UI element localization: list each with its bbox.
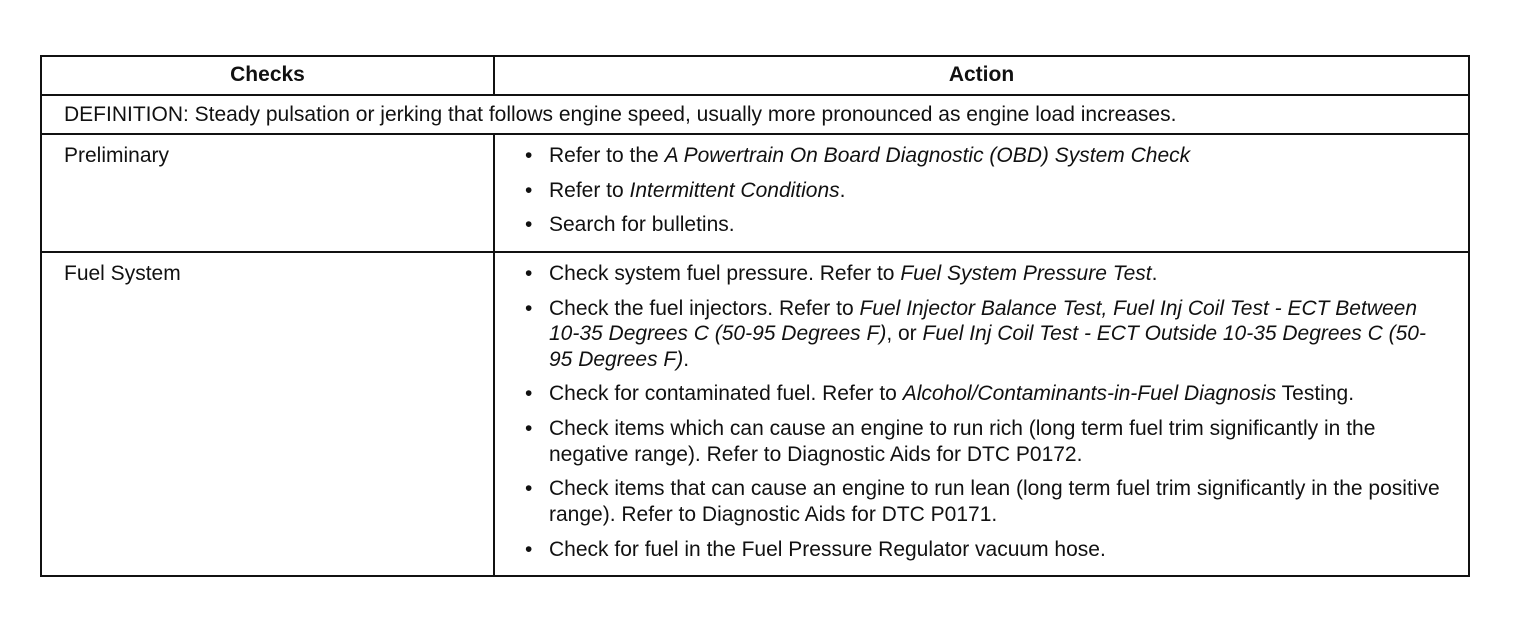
bullet-icon: • [525,296,533,320]
reference-link-text: Intermittent Conditions [629,178,840,202]
action-cell [494,252,1469,576]
definition-row [41,95,1469,135]
action-text: Check for fuel in the Fuel Pressure Regulator vacuum hose. [549,537,1106,561]
reference-link-text: Alcohol/Contaminants-in-Fuel Diagnosis [902,382,1277,406]
bullet-icon: • [525,144,533,168]
action-text: Check system fuel pressure. Refer to [549,262,901,286]
diagnostic-table [40,55,1470,577]
action-text: Check items that can cause an engine to run lean (long term fuel trim significantly in the positive range). Refer to Diagnostic Aids for DTC P0171. [549,477,1440,526]
diagnostic-document [40,55,1468,577]
checks-header: Checks [41,56,494,95]
action-item [525,296,1448,373]
reference-link-text: A Powertrain On Board Diagnostic (OBD) System Check [664,144,1191,168]
action-text: Check the fuel injectors. Refer to [549,296,860,320]
action-text: Testing. [1276,382,1355,406]
bullet-icon: • [525,537,533,561]
action-text: . [683,347,690,371]
check-cell: Preliminary [41,134,494,252]
action-list [525,143,1448,238]
action-item [525,143,1448,169]
table-row [41,134,1469,252]
bullet-icon: • [525,262,533,286]
action-item [525,381,1448,407]
check-cell: Fuel System [41,252,494,576]
action-item [525,212,1448,238]
action-list [525,261,1448,562]
action-item [525,261,1448,287]
action-item [525,537,1448,563]
bullet-icon: • [525,178,533,202]
action-item [525,476,1448,527]
bullet-icon: • [525,417,533,441]
reference-link-text: Fuel System Pressure Test [900,262,1152,286]
action-text: Check for contaminated fuel. Refer to [549,382,903,406]
definition-text: DEFINITION: Steady pulsation or jerking that follows engine speed, usually more pronounced as engine load increases. [41,95,1469,135]
action-text: , or [886,322,923,346]
bullet-icon: • [525,382,533,406]
bullet-icon: • [525,477,533,501]
action-text: Search for bulletins. [549,213,735,237]
reference-link-text: Fuel Injector Balance Test, Fuel Inj Coil Test - ECT Between 10-35 Degrees C (50-95 Degrees F) [549,296,1418,346]
action-item [525,416,1448,467]
action-text: . [1151,262,1158,286]
header-row [41,56,1469,95]
action-text: . [839,178,846,202]
reference-link-text: Fuel Inj Coil Test - ECT Outside 10-35 Degrees C (50-95 Degrees F) [549,322,1426,371]
table-row [41,252,1469,576]
bullet-icon: • [525,213,533,237]
action-text: Refer to [549,178,630,202]
action-text: Refer to the [549,144,665,168]
action-cell [494,134,1469,252]
action-header: Action [494,56,1469,95]
action-text: Check items which can cause an engine to run rich (long term fuel trim significantly in the negative range). Refer to Diagnostic Aids for DTC P0172. [549,417,1376,466]
action-item [525,178,1448,204]
